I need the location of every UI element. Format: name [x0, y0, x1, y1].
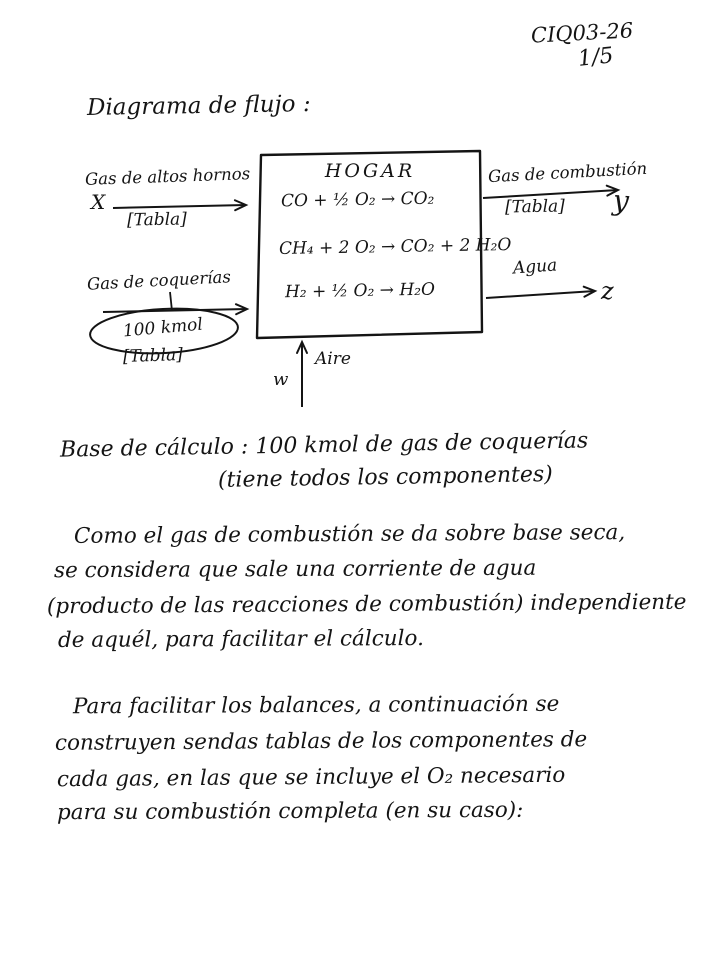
- reaction-ch4: CH₄ + 2 O₂ → CO₂ + 2 H₂O: [278, 234, 512, 260]
- page-title: Diagrama de flujo :: [86, 91, 311, 121]
- page-number: 1/5: [576, 43, 615, 72]
- input-altos-hornos-variable: X: [91, 190, 106, 214]
- process-box-title: HOGAR: [324, 160, 416, 182]
- paragraph2-line-4: para su combustión completa (en su caso):: [56, 797, 524, 826]
- output-combustion-variable: y: [611, 183, 630, 218]
- paragraph2-line-1: Para facilitar los balances, a continuación se: [72, 691, 560, 720]
- paragraph1-line-4: de aquél, para facilitar el cálculo.: [57, 626, 424, 653]
- paragraph2-line-3: cada gas, en las que se incluye el O₂ necesario: [56, 762, 566, 793]
- arrow-coquerias: [103, 309, 247, 312]
- input-coquerias-label: Gas de coquerías: [86, 267, 232, 294]
- paragraph2-line-2: construyen sendas tablas de los componentes de: [54, 727, 588, 756]
- output-combustion-note: [Tabla]: [504, 196, 566, 218]
- input-coquerias-amount: 100 kmol: [122, 314, 204, 342]
- reaction-co: CO + ½ O₂ → CO₂: [280, 188, 435, 212]
- paragraph1-line-2: se considera que sale una corriente de agua: [53, 555, 537, 584]
- base-calculo-line-2: (tiene todos los componentes): [217, 462, 553, 493]
- output-combustion-label: Gas de combustión: [487, 158, 648, 187]
- input-coquerias-note: [Tabla]: [122, 344, 184, 368]
- coquerias-label-connector: [170, 292, 172, 311]
- input-altos-hornos-label: Gas de altos hornos: [84, 164, 251, 189]
- paragraph1-line-3: (producto de las reacciones de combustión) independiente: [46, 589, 687, 620]
- base-calculo-line-1: Base de cálculo : 100 kmol de gas de coquerías: [59, 428, 589, 463]
- output-agua-variable: z: [601, 277, 614, 305]
- bottom-input-aire-variable: w: [273, 369, 289, 390]
- paragraph1-line-1: Como el gas de combustión se da sobre base seca,: [73, 520, 626, 549]
- arrow-agua: [486, 291, 595, 298]
- input-altos-hornos-note: [Tabla]: [126, 209, 188, 231]
- output-agua-label: Agua: [512, 255, 558, 279]
- bottom-input-aire-label: Aire: [315, 349, 351, 369]
- reaction-h2: H₂ + ½ O₂ → H₂O: [284, 279, 436, 303]
- arrow-altos-hornos: [113, 205, 246, 208]
- header-code: CIQ03-26: [530, 18, 634, 48]
